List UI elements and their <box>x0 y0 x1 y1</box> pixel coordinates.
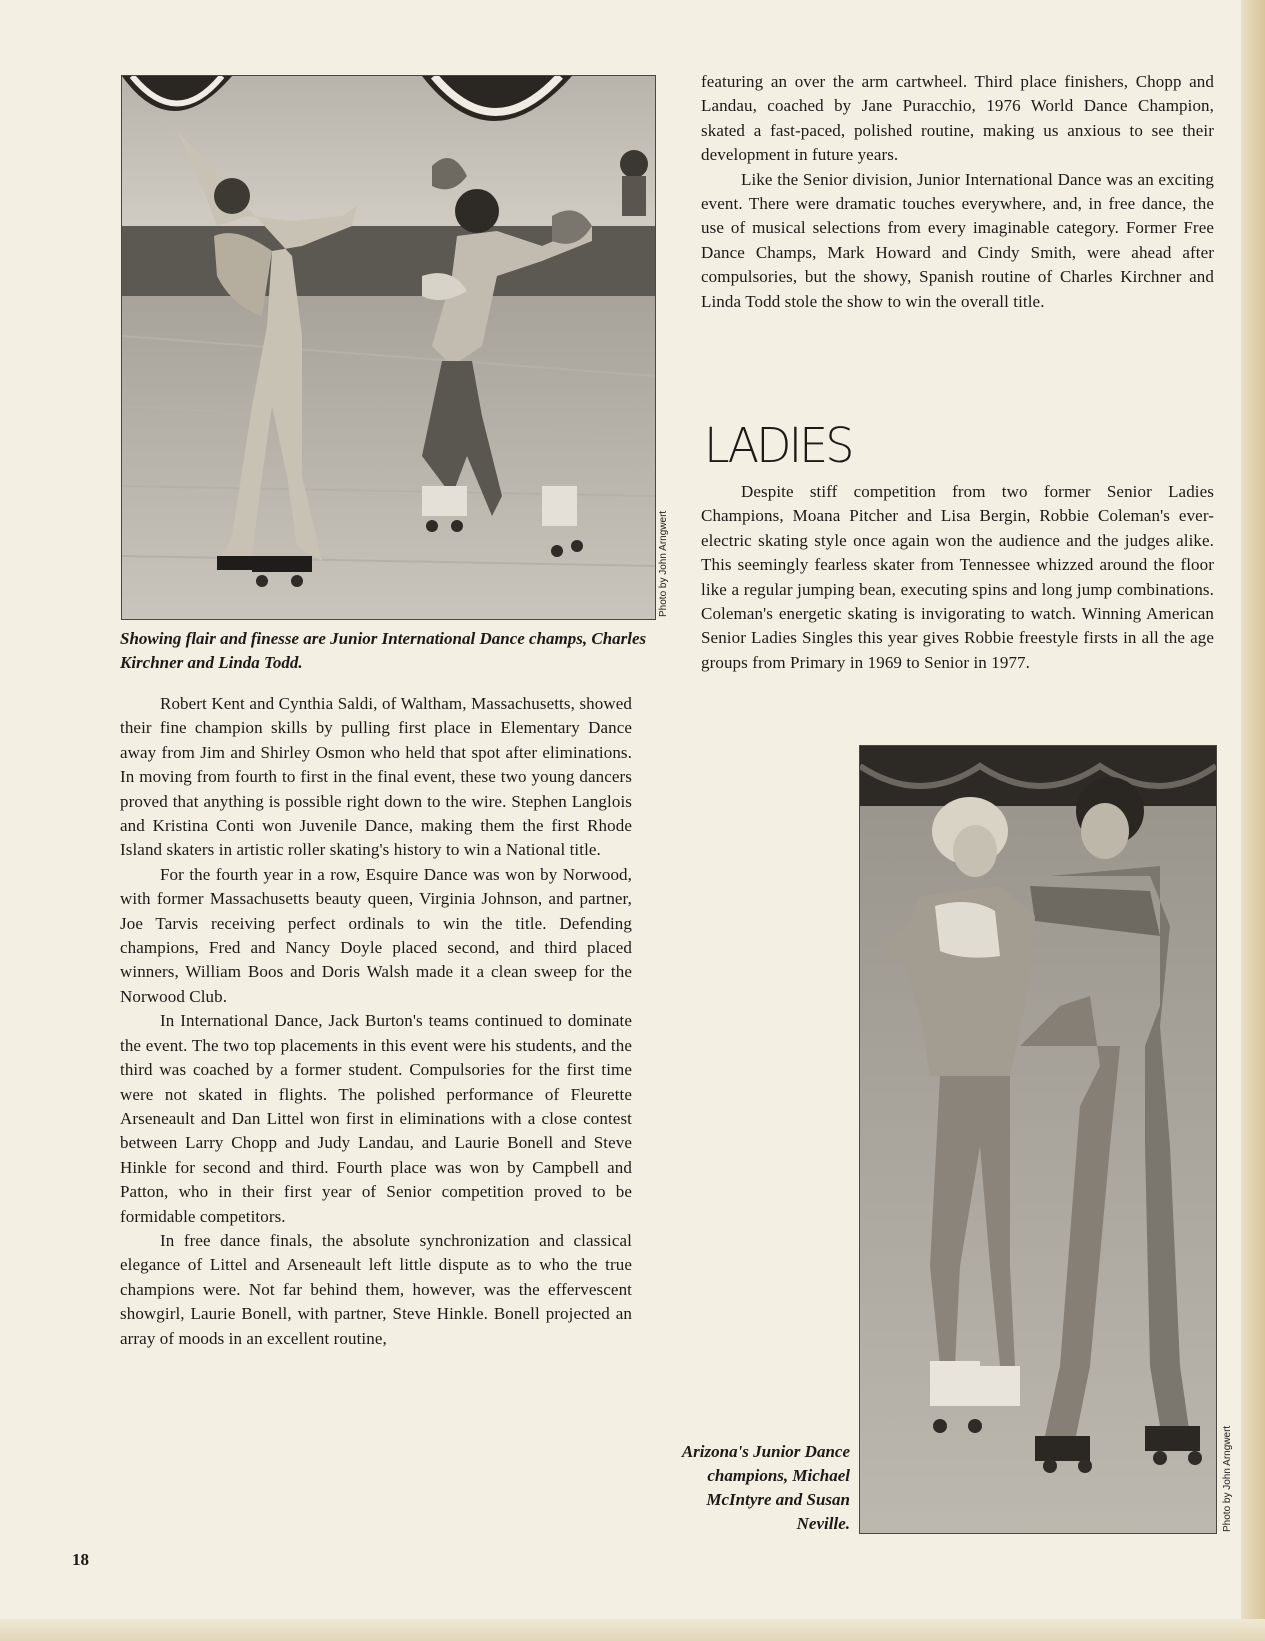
ladies-section-text <box>701 480 1214 675</box>
paragraph: featuring an over the arm cartwheel. Third place finishers, Chopp and Landau, coached by Jane Puracchio, 1976 World Dance Champion, skated a fast-paced, polished routine, making us anxious to see their development in future years. <box>701 72 1214 165</box>
paragraph: In International Dance, Jack Burton's teams continued to dominate the event. The two top placements in this event were his students, and the third was coached by a former student. Compulsories for the first time were not skated in flights. The polished performance of Fleurette Arseneault and Dan Littel won first in eliminations with a close contest between Larry Chopp and Judy Landau, and Laurie Bonell and Steve Hinkle for second and third. Fourth place was won by Campbell and Patton, who in their first year of Senior competition proved to be formidable competitors. <box>120 1011 632 1226</box>
photo-illustration <box>860 746 1216 1533</box>
article-left-column-text <box>120 692 632 1351</box>
photo-credit-top: Photo by John Arngwert <box>658 510 669 617</box>
paragraph: For the fourth year in a row, Esquire Dance was won by Norwood, with former Massachusetts beauty queen, Virginia Johnson, and partner, Joe Tarvis receiving perfect ordinals to win the title. Defending champions, Fred and Nancy Doyle placed second, and third placed winners, William Boos and Doris Walsh made it a clean sweep for the Norwood Club. <box>120 864 632 1006</box>
skaters-photo-mcintyre-neville <box>859 745 1217 1534</box>
paragraph: In free dance finals, the absolute synchronization and classical elegance of Littel and Arseneault left little dispute as to who the true champions were. Not far behind them, however, was the effervescent showgirl, Laurie Bonell, with partner, Steve Hinkle. Bonell projected an array of moods in an excellent routine, <box>120 1230 632 1348</box>
page-edge-shadow <box>1241 0 1265 1641</box>
photo-caption-top: Showing flair and finesse are Junior International Dance champs, Charles Kirchner and Linda Todd. <box>120 629 647 672</box>
skaters-photo-kirchner-todd <box>121 75 656 620</box>
photo-caption-bottom: Arizona's Junior Dance champions, Michael McIntyre and Susan Neville. <box>681 1442 850 1533</box>
page-bottom-edge <box>0 1619 1265 1641</box>
paragraph: Robert Kent and Cynthia Saldi, of Waltham, Massachusetts, showed their fine champion skills by pulling first place in Elementary Dance away from Jim and Shirley Osmon who held that spot after eliminations. In moving from fourth to first in the final event, these two young dancers proved that anything is possible right down to the wire. Stephen Langlois and Kristina Conti won Juvenile Dance, making them the first Rhode Island skaters in artistic roller skating's history to win a National title. <box>120 694 632 860</box>
page-number: 18 <box>72 1550 89 1569</box>
photo-credit-bottom: Photo by John Arngwert <box>1222 1425 1233 1532</box>
paragraph: Like the Senior division, Junior International Dance was an exciting event. There were dramatic touches everywhere, and, in free dance, the use of musical selections from every imaginable category. Former Free Dance Champs, Mark Howard and Cindy Smith, were ahead after compulsories, but the showy, Spanish routine of Charles Kirchner and Linda Todd stole the show to win the overall title. <box>701 169 1214 311</box>
section-heading-ladies: LADIES <box>704 416 852 474</box>
paragraph: Despite stiff competition from two former Senior Ladies Champions, Moana Pitcher and Lisa Bergin, Robbie Coleman's ever-electric skating style once again won the audience and the judges alike. This seemingly fearless skater from Tennessee whizzed around the floor like a regular jumping bean, executing spins and long jump combinations. Coleman's energetic skating is invigorating to watch. Winning American Senior Ladies Singles this year gives Robbie freestyle firsts in all the age groups from Primary in 1969 to Senior in 1977. <box>701 482 1214 672</box>
article-right-top-text <box>701 70 1214 314</box>
photo-illustration <box>122 76 655 619</box>
